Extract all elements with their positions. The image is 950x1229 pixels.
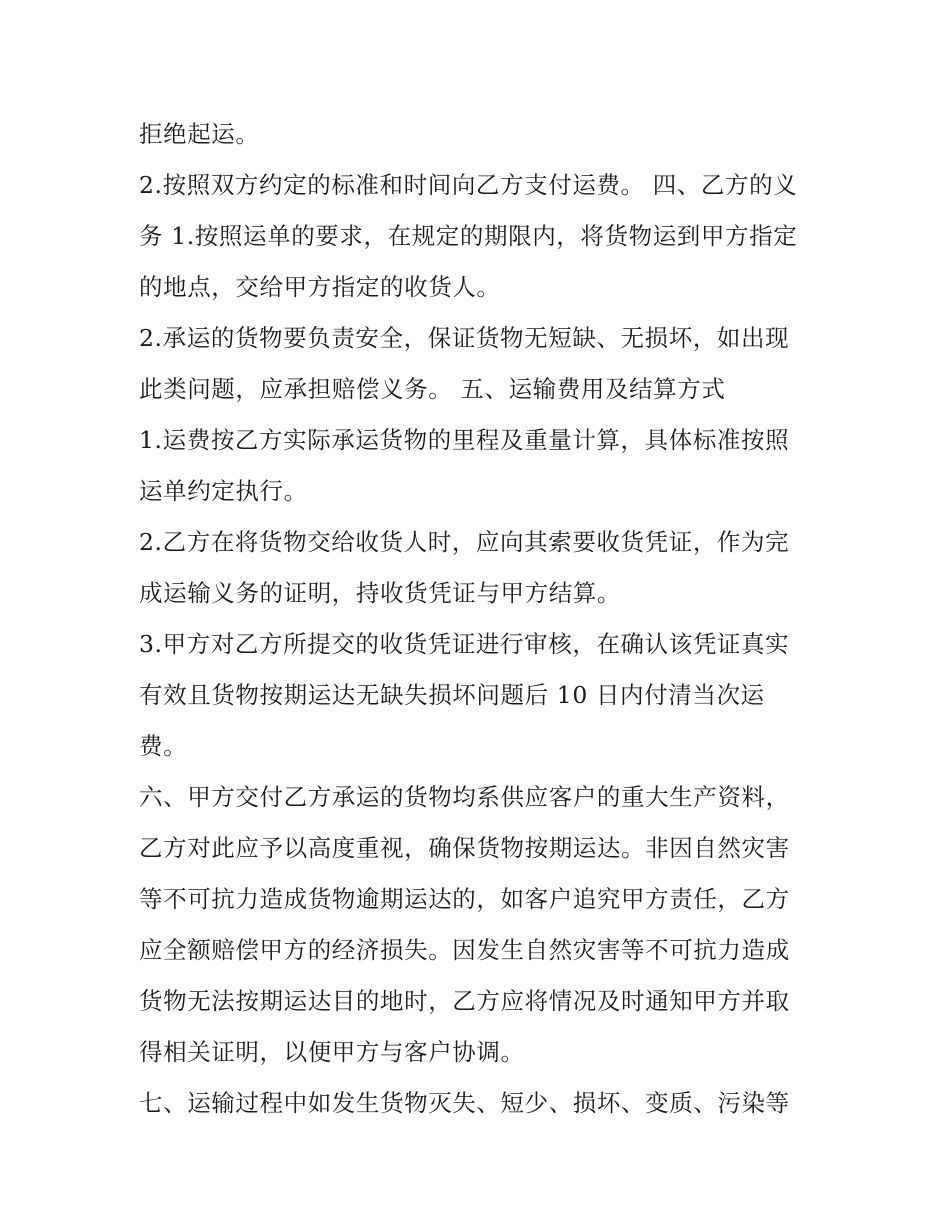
text-line: 乙方对此应予以高度重视，确保货物按期运达。非因自然灾害 <box>139 834 790 862</box>
text-line: 有效且货物按期运达无缺失损坏问题后 10 日内付清当次运 <box>139 681 765 709</box>
text-line: 2.承运的货物要负责安全，保证货物无短缺、无损坏，如出现 <box>139 324 790 352</box>
text-line: 此类问题，应承担赔偿义务。 五、运输费用及结算方式 <box>139 375 726 403</box>
text-line: 拒绝起运。 <box>139 120 260 148</box>
text-line: 费。 <box>139 732 188 760</box>
text-line: 得相关证明，以便甲方与客户协调。 <box>139 1038 525 1066</box>
text-line: 的地点，交给甲方指定的收货人。 <box>139 273 501 301</box>
text-line: 成运输义务的证明，持收货凭证与甲方结算。 <box>139 579 621 607</box>
text-line: 务 1.按照运单的要求，在规定的期限内，将货物运到甲方指定 <box>139 222 798 250</box>
text-line: 七、运输过程中如发生货物灭失、短少、损坏、变质、污染等 <box>139 1089 790 1117</box>
text-line: 3.甲方对乙方所提交的收货凭证进行审核，在确认该凭证真实 <box>139 630 790 658</box>
text-line: 六、甲方交付乙方承运的货物均系供应客户的重大生产资料， <box>139 783 790 811</box>
text-line: 1.运费按乙方实际承运货物的里程及重量计算，具体标准按照 <box>139 426 790 454</box>
text-line: 2.按照双方约定的标准和时间向乙方支付运费。 四、乙方的义 <box>139 171 798 199</box>
text-line: 运单约定执行。 <box>139 477 308 505</box>
contract-text-body <box>139 109 819 1129</box>
text-line: 等不可抗力造成货物逾期运达的，如客户追究甲方责任，乙方 <box>139 885 790 913</box>
text-line: 2.乙方在将货物交给收货人时，应向其索要收货凭证，作为完 <box>139 528 790 556</box>
text-line: 货物无法按期运达目的地时，乙方应将情况及时通知甲方并取 <box>139 987 790 1015</box>
text-line: 应全额赔偿甲方的经济损失。因发生自然灾害等不可抗力造成 <box>139 936 790 964</box>
